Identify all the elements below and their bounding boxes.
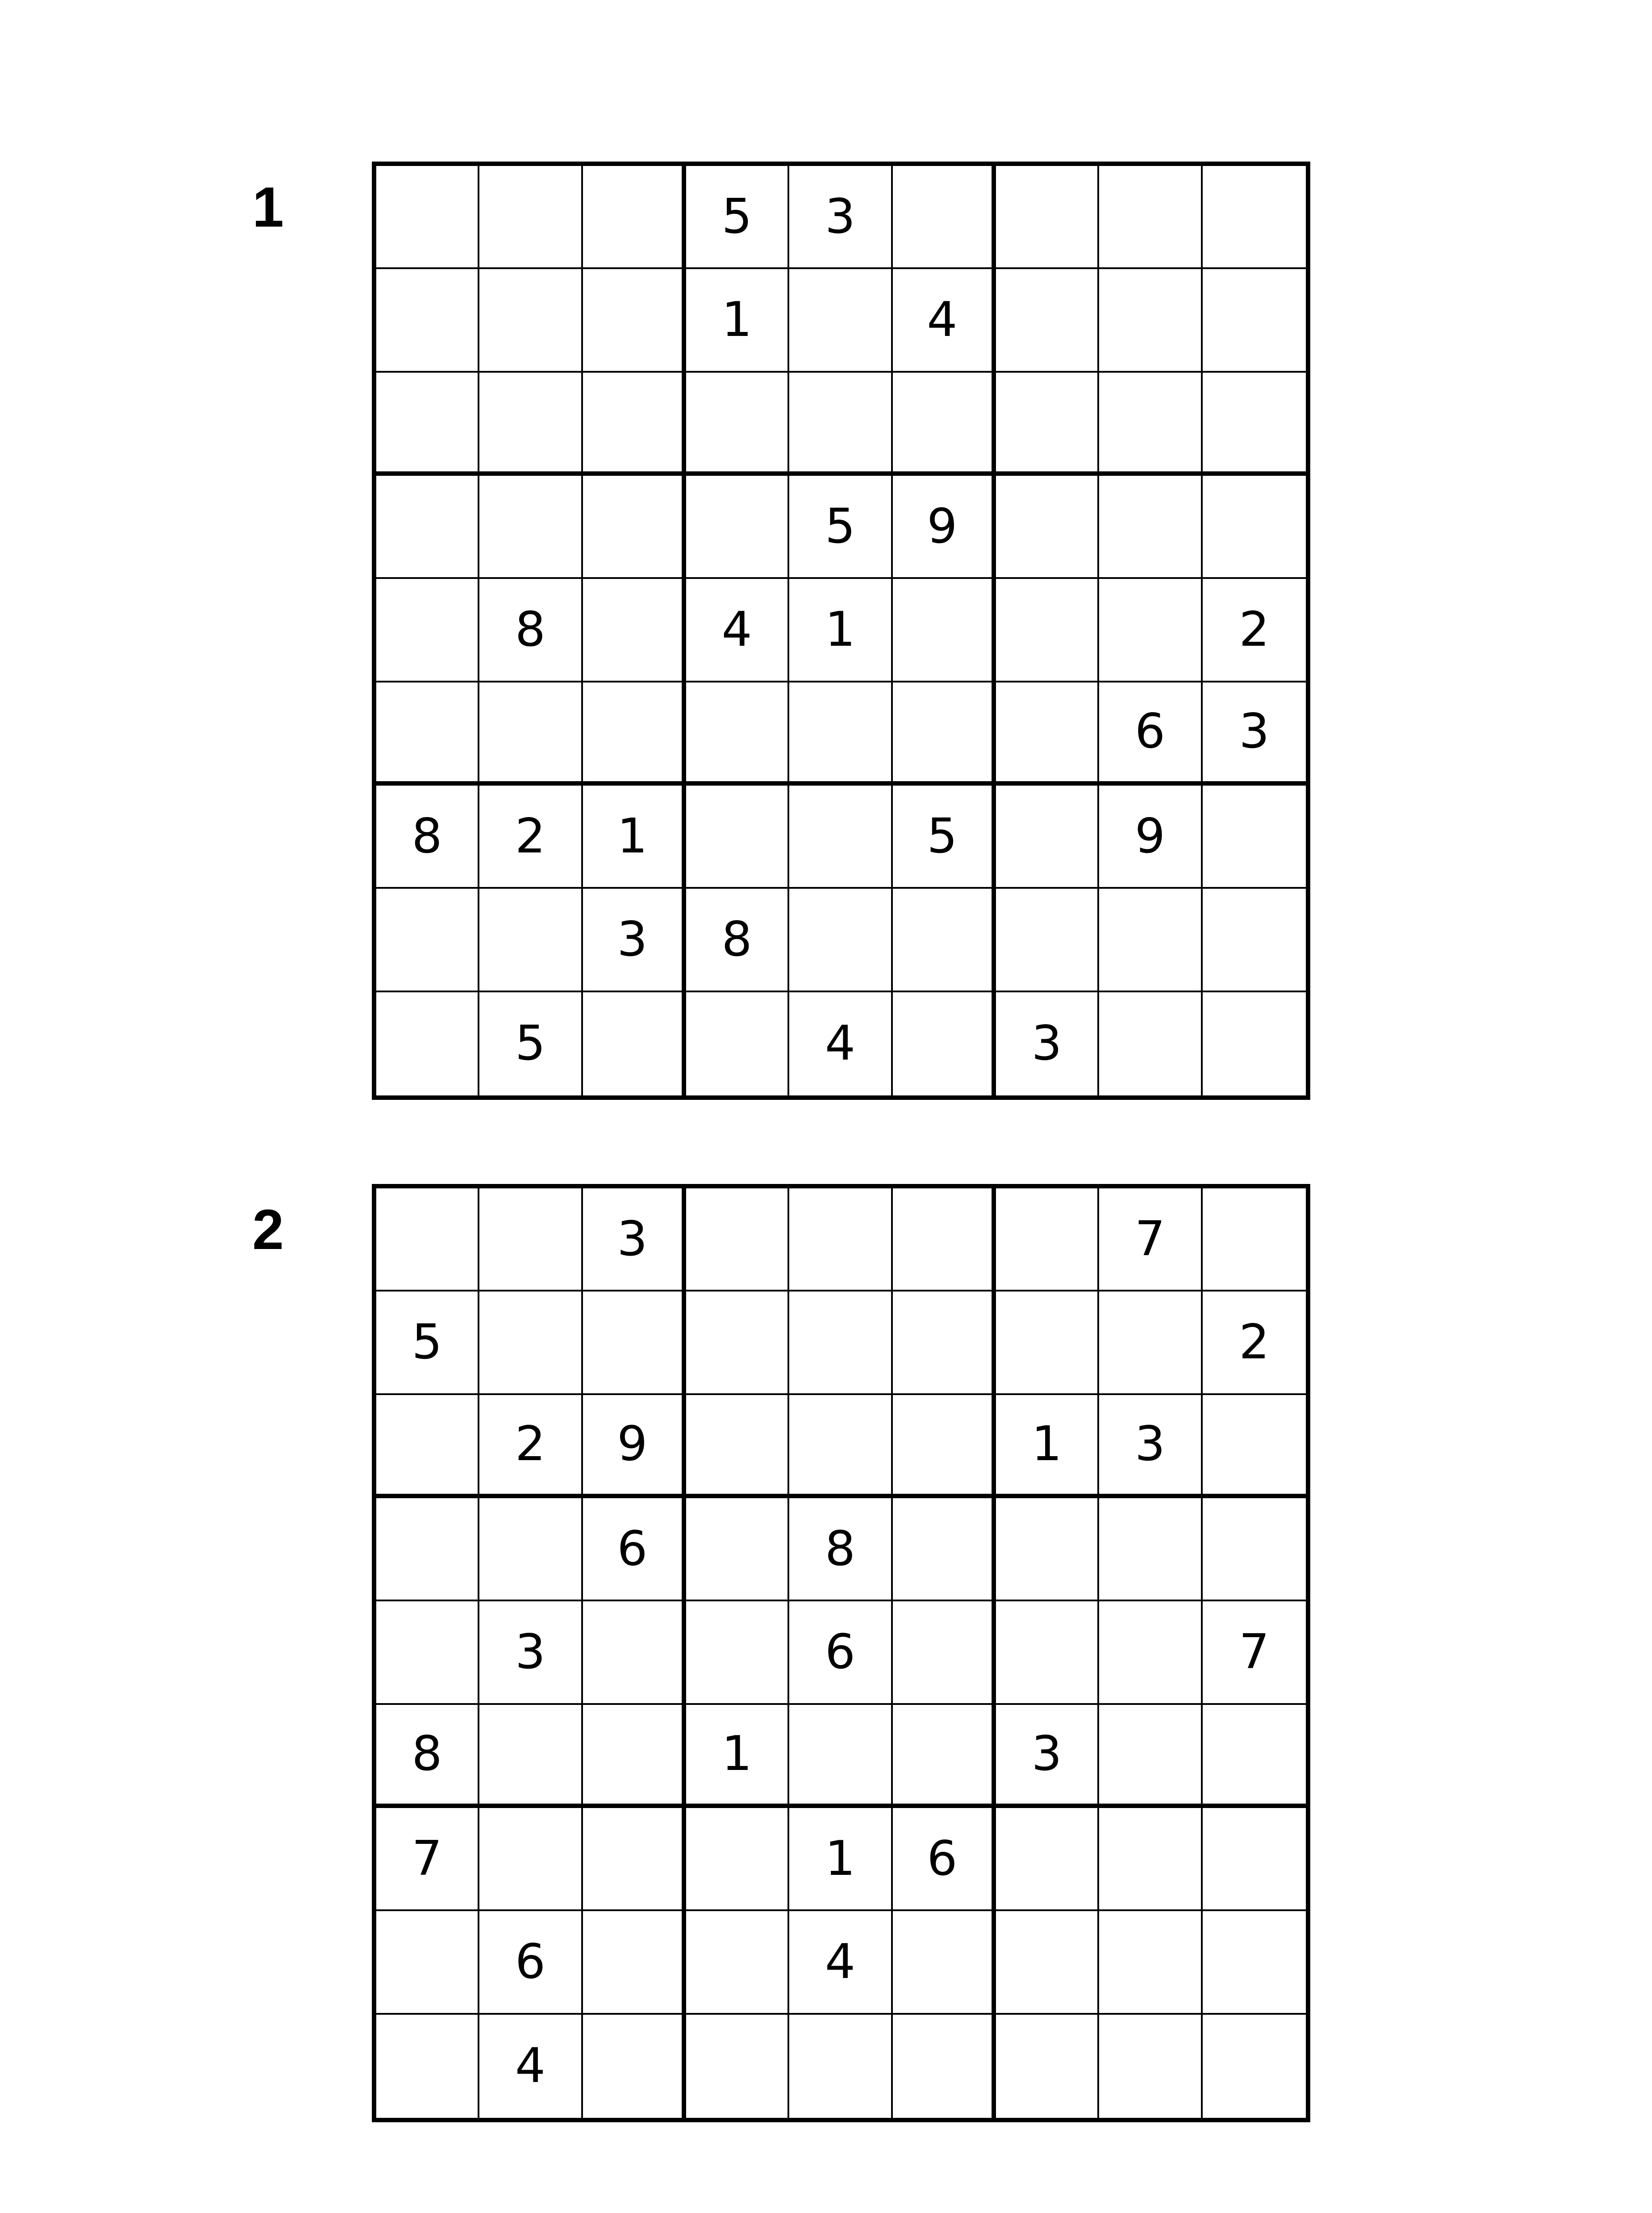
cell-r1-c9[interactable]	[1203, 1188, 1306, 1292]
cell-r7-c9[interactable]	[1203, 786, 1306, 889]
cell-r6-c7[interactable]: 3	[996, 1705, 1099, 1808]
cell-r5-c4[interactable]: 4	[686, 579, 789, 682]
cell-r2-c9[interactable]: 2	[1203, 1292, 1306, 1395]
cell-r3-c5[interactable]	[789, 1395, 892, 1498]
cell-r9-c9[interactable]	[1203, 992, 1306, 1095]
cell-r6-c2[interactable]	[479, 682, 583, 786]
cell-r2-c8[interactable]	[1099, 269, 1202, 372]
cell-r9-c1[interactable]	[376, 2015, 479, 2118]
cell-r6-c4[interactable]: 1	[686, 1705, 789, 1808]
cell-r2-c2[interactable]	[479, 269, 583, 372]
cell-r3-c9[interactable]	[1203, 373, 1306, 476]
cell-r4-c6[interactable]: 9	[893, 476, 996, 579]
cell-r4-c3[interactable]: 6	[583, 1498, 686, 1601]
cell-r2-c7[interactable]	[996, 1292, 1099, 1395]
cell-r1-c2[interactable]	[479, 1188, 583, 1292]
cell-r9-c7[interactable]: 3	[996, 992, 1099, 1095]
cell-r7-c6[interactable]: 6	[893, 1808, 996, 1911]
cell-r4-c9[interactable]	[1203, 1498, 1306, 1601]
cell-r9-c5[interactable]: 4	[789, 992, 892, 1095]
cell-r1-c1[interactable]	[376, 166, 479, 269]
cell-r2-c7[interactable]	[996, 269, 1099, 372]
cell-r1-c5[interactable]: 3	[789, 166, 892, 269]
cell-r6-c6[interactable]	[893, 682, 996, 786]
cell-r6-c8[interactable]: 6	[1099, 682, 1202, 786]
cell-r5-c5[interactable]: 1	[789, 579, 892, 682]
cell-r5-c6[interactable]	[893, 1601, 996, 1704]
cell-r4-c8[interactable]	[1099, 476, 1202, 579]
cell-r5-c3[interactable]	[583, 1601, 686, 1704]
cell-r4-c9[interactable]	[1203, 476, 1306, 579]
cell-r8-c4[interactable]: 8	[686, 889, 789, 992]
cell-r7-c3[interactable]	[583, 1808, 686, 1911]
cell-r5-c5[interactable]: 6	[789, 1601, 892, 1704]
cell-r5-c1[interactable]	[376, 579, 479, 682]
cell-r5-c6[interactable]	[893, 579, 996, 682]
cell-r3-c5[interactable]	[789, 373, 892, 476]
cell-r3-c2[interactable]: 2	[479, 1395, 583, 1498]
cell-r4-c1[interactable]	[376, 476, 479, 579]
cell-r2-c9[interactable]	[1203, 269, 1306, 372]
cell-r1-c7[interactable]	[996, 1188, 1099, 1292]
cell-r4-c1[interactable]	[376, 1498, 479, 1601]
cell-r9-c1[interactable]	[376, 992, 479, 1095]
cell-r4-c2[interactable]	[479, 1498, 583, 1601]
cell-r5-c9[interactable]: 2	[1203, 579, 1306, 682]
puzzle-number-1: 1	[252, 176, 284, 239]
cell-r5-c8[interactable]	[1099, 579, 1202, 682]
cell-r8-c4[interactable]	[686, 1911, 789, 2014]
cell-r8-c2[interactable]	[479, 889, 583, 992]
cell-r6-c5[interactable]	[789, 1705, 892, 1808]
cell-r2-c8[interactable]	[1099, 1292, 1202, 1395]
cell-r7-c2[interactable]: 2	[479, 786, 583, 889]
cell-r7-c7[interactable]	[996, 786, 1099, 889]
cell-r4-c3[interactable]	[583, 476, 686, 579]
cell-r1-c9[interactable]	[1203, 166, 1306, 269]
cell-r3-c3[interactable]: 9	[583, 1395, 686, 1498]
cell-r8-c8[interactable]	[1099, 1911, 1202, 2014]
cell-r1-c6[interactable]	[893, 1188, 996, 1292]
cell-r5-c9[interactable]: 7	[1203, 1601, 1306, 1704]
cell-r7-c8[interactable]	[1099, 1808, 1202, 1911]
cell-r8-c3[interactable]: 3	[583, 889, 686, 992]
cell-r1-c4[interactable]	[686, 1188, 789, 1292]
cell-r6-c8[interactable]	[1099, 1705, 1202, 1808]
cell-r7-c1[interactable]: 8	[376, 786, 479, 889]
cell-r7-c6[interactable]: 5	[893, 786, 996, 889]
cell-r8-c8[interactable]	[1099, 889, 1202, 992]
cell-r4-c7[interactable]	[996, 476, 1099, 579]
cell-r9-c7[interactable]	[996, 2015, 1099, 2118]
cell-r8-c1[interactable]	[376, 1911, 479, 2014]
cell-r1-c2[interactable]	[479, 166, 583, 269]
cell-r5-c4[interactable]	[686, 1601, 789, 1704]
cell-r8-c5[interactable]: 4	[789, 1911, 892, 2014]
cell-r2-c4[interactable]: 1	[686, 269, 789, 372]
cell-r5-c1[interactable]	[376, 1601, 479, 1704]
cell-r7-c5[interactable]	[789, 786, 892, 889]
cell-r4-c6[interactable]	[893, 1498, 996, 1601]
cell-r3-c3[interactable]	[583, 373, 686, 476]
cell-r1-c3[interactable]: 3	[583, 1188, 686, 1292]
cell-r3-c6[interactable]	[893, 1395, 996, 1498]
cell-r1-c8[interactable]: 7	[1099, 1188, 1202, 1292]
cell-r7-c3[interactable]: 1	[583, 786, 686, 889]
cell-r6-c2[interactable]	[479, 1705, 583, 1808]
cell-r1-c6[interactable]	[893, 166, 996, 269]
cell-r8-c1[interactable]	[376, 889, 479, 992]
cell-r3-c8[interactable]	[1099, 373, 1202, 476]
cell-r7-c1[interactable]: 7	[376, 1808, 479, 1911]
cell-r8-c6[interactable]	[893, 1911, 996, 2014]
cell-r1-c7[interactable]	[996, 166, 1099, 269]
cell-r2-c5[interactable]	[789, 269, 892, 372]
cell-r4-c5[interactable]: 8	[789, 1498, 892, 1601]
cell-r9-c4[interactable]	[686, 992, 789, 1095]
cell-r8-c7[interactable]	[996, 1911, 1099, 2014]
cell-r9-c3[interactable]	[583, 2015, 686, 2118]
cell-r6-c9[interactable]: 3	[1203, 682, 1306, 786]
cell-r4-c2[interactable]	[479, 476, 583, 579]
cell-r6-c1[interactable]: 8	[376, 1705, 479, 1808]
cell-r6-c4[interactable]	[686, 682, 789, 786]
cell-r9-c3[interactable]	[583, 992, 686, 1095]
cell-r9-c2[interactable]: 5	[479, 992, 583, 1095]
cell-r2-c5[interactable]	[789, 1292, 892, 1395]
cell-r7-c2[interactable]	[479, 1808, 583, 1911]
cell-r1-c5[interactable]	[789, 1188, 892, 1292]
cell-r6-c1[interactable]	[376, 682, 479, 786]
cell-r8-c7[interactable]	[996, 889, 1099, 992]
cell-r8-c2[interactable]: 6	[479, 1911, 583, 2014]
cell-r3-c7[interactable]: 1	[996, 1395, 1099, 1498]
cell-r2-c1[interactable]	[376, 269, 479, 372]
cell-r8-c5[interactable]	[789, 889, 892, 992]
cell-r5-c8[interactable]	[1099, 1601, 1202, 1704]
cell-r2-c6[interactable]	[893, 1292, 996, 1395]
cell-r8-c9[interactable]	[1203, 1911, 1306, 2014]
sudoku-grid-1	[372, 162, 1310, 1100]
cell-r3-c4[interactable]	[686, 1395, 789, 1498]
cell-r7-c8[interactable]: 9	[1099, 786, 1202, 889]
cell-r8-c3[interactable]	[583, 1911, 686, 2014]
cell-r6-c5[interactable]	[789, 682, 892, 786]
cell-r5-c7[interactable]	[996, 1601, 1099, 1704]
cell-r2-c1[interactable]: 5	[376, 1292, 479, 1395]
cell-r5-c7[interactable]	[996, 579, 1099, 682]
cell-r3-c6[interactable]	[893, 373, 996, 476]
cell-r6-c3[interactable]	[583, 682, 686, 786]
cell-r5-c3[interactable]	[583, 579, 686, 682]
cell-r7-c9[interactable]	[1203, 1808, 1306, 1911]
cell-r4-c7[interactable]	[996, 1498, 1099, 1601]
cell-r2-c6[interactable]: 4	[893, 269, 996, 372]
cell-r7-c5[interactable]: 1	[789, 1808, 892, 1911]
cell-r5-c2[interactable]: 8	[479, 579, 583, 682]
cell-r7-c4[interactable]	[686, 1808, 789, 1911]
cell-r9-c5[interactable]	[789, 2015, 892, 2118]
cell-r3-c1[interactable]	[376, 373, 479, 476]
cell-r6-c6[interactable]	[893, 1705, 996, 1808]
cell-r9-c8[interactable]	[1099, 2015, 1202, 2118]
cell-r6-c3[interactable]	[583, 1705, 686, 1808]
cell-r9-c6[interactable]	[893, 2015, 996, 2118]
cell-r9-c8[interactable]	[1099, 992, 1202, 1095]
cell-r7-c7[interactable]	[996, 1808, 1099, 1911]
sudoku-grid-2	[372, 1184, 1310, 2122]
cell-r7-c4[interactable]	[686, 786, 789, 889]
cell-r4-c4[interactable]	[686, 1498, 789, 1601]
cell-r3-c1[interactable]	[376, 1395, 479, 1498]
cell-r1-c3[interactable]	[583, 166, 686, 269]
cell-r2-c3[interactable]	[583, 269, 686, 372]
cell-r4-c5[interactable]: 5	[789, 476, 892, 579]
cell-r1-c1[interactable]	[376, 1188, 479, 1292]
puzzle-number-2: 2	[252, 1198, 284, 1261]
cell-r4-c4[interactable]	[686, 476, 789, 579]
cell-r9-c4[interactable]	[686, 2015, 789, 2118]
cell-r6-c7[interactable]	[996, 682, 1099, 786]
cell-r5-c2[interactable]: 3	[479, 1601, 583, 1704]
cell-r2-c2[interactable]	[479, 1292, 583, 1395]
cell-r8-c9[interactable]	[1203, 889, 1306, 992]
cell-r2-c4[interactable]	[686, 1292, 789, 1395]
cell-r9-c2[interactable]: 4	[479, 2015, 583, 2118]
cell-r3-c2[interactable]	[479, 373, 583, 476]
cell-r2-c3[interactable]	[583, 1292, 686, 1395]
cell-r3-c7[interactable]	[996, 373, 1099, 476]
cell-r9-c9[interactable]	[1203, 2015, 1306, 2118]
cell-r3-c4[interactable]	[686, 373, 789, 476]
cell-r3-c8[interactable]: 3	[1099, 1395, 1202, 1498]
cell-r1-c8[interactable]	[1099, 166, 1202, 269]
cell-r9-c6[interactable]	[893, 992, 996, 1095]
cell-r4-c8[interactable]	[1099, 1498, 1202, 1601]
cell-r6-c9[interactable]	[1203, 1705, 1306, 1808]
cell-r1-c4[interactable]: 5	[686, 166, 789, 269]
cell-r8-c6[interactable]	[893, 889, 996, 992]
cell-r3-c9[interactable]	[1203, 1395, 1306, 1498]
